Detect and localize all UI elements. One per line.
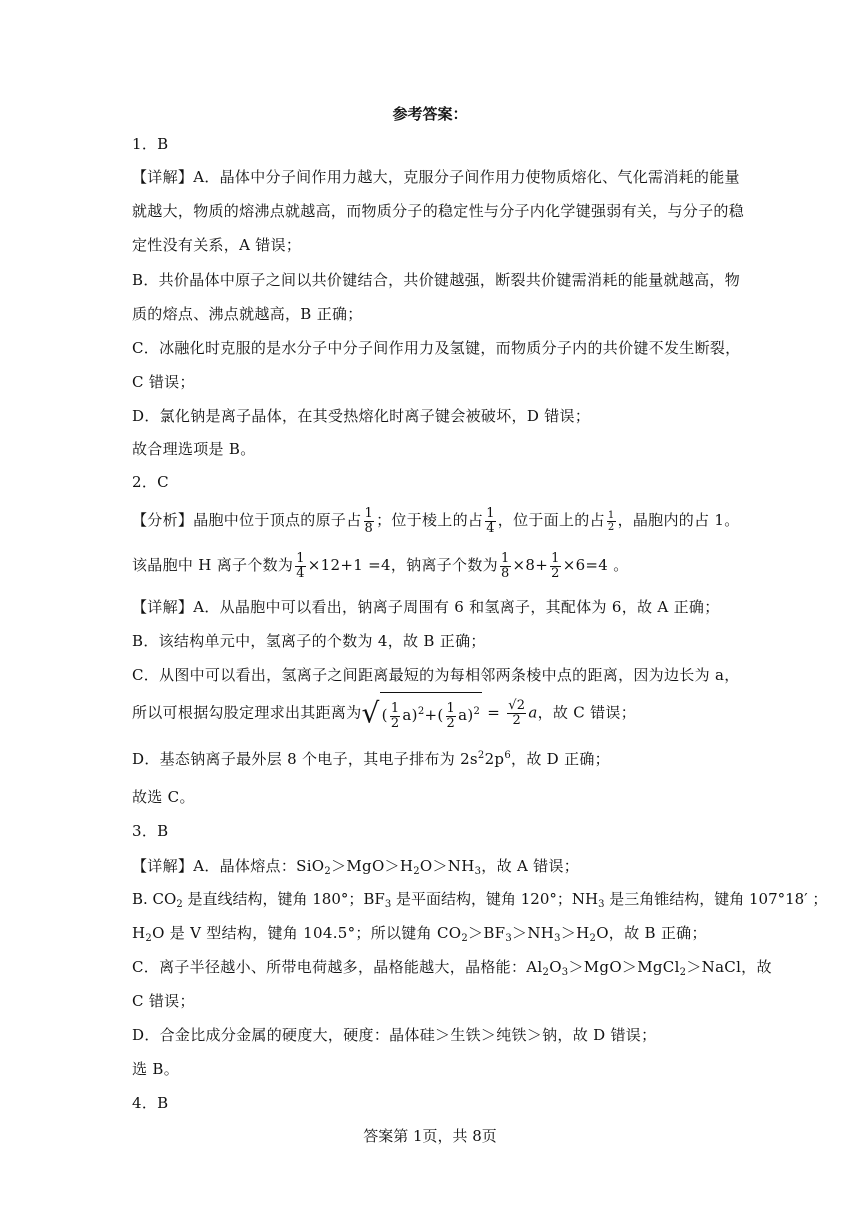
text: ＞MgO＞MgCl [568,958,680,976]
subscript: 3 [474,866,482,877]
q1-line-3: 定性没有关系，A 错误； [132,236,302,254]
q3-detail-b-line-1 [132,889,827,909]
q1-line-6: C．冰融化时克服的是水分子中分子间作用力及氢键，而物质分子内的共价键不发生断裂， [132,339,741,357]
numerator: 1 [446,700,456,716]
question-3-answer: 3．B [132,822,169,840]
numerator: 1 [551,550,560,566]
denominator: 8 [500,565,510,581]
text: ；位于棱上的占 [376,511,484,529]
denominator: 2 [551,565,560,581]
text: ，故 A 错误； [481,857,580,875]
paren: ( [381,706,388,724]
text: ×6=4 。 [562,556,629,574]
subscript: 2 [679,967,687,978]
superscript: 2 [477,750,485,761]
q1-line-2: 就越大，物质的熔沸点就越高，而物质分子的稳定性与分子内化学键强弱有关，与分子的稳 [132,202,745,220]
fraction-1-8 [364,507,375,536]
fraction-1-4 [485,507,496,536]
fraction-1-2 [390,702,401,731]
subscript: 2 [413,866,420,877]
numerator: 1 [500,550,510,566]
text: +( [424,706,444,724]
text: ，故 C 错误； [537,703,637,722]
q1-line-8: D．氯化钠是离子晶体，在其受热熔化时离子键会被破坏，D 错误； [132,407,591,425]
numerator: 1 [607,509,615,521]
text: 是三角锥结构，键角 107°18′ ； [604,890,828,908]
text: O [549,958,562,976]
subscript: 2 [145,933,153,944]
text: ＞NaCl，故 [686,958,772,976]
q3-detail-c-line-1 [132,957,772,977]
text: 所以可根据勾股定理求出其距离为 [132,703,362,722]
text: ×12+1 =4，钠离子个数为 [307,556,498,574]
subscript: 2 [589,933,597,944]
numerator: 1 [364,505,374,521]
square-root-expression [362,692,483,735]
text: O，故 B 正确； [596,924,707,942]
text: 是直线结构，键角 180°；BF [182,890,385,908]
fraction-1-2 [607,510,616,533]
text: 该晶胞中 H 离子个数为 [132,556,294,574]
q3-detail-b-line-2 [132,923,707,943]
q2-detail-c: C．从图中可以看出，氢离子之间距离最短的为每相邻两条棱中点的距离，因为边长为 a， [132,666,740,684]
subscript: 2 [461,933,469,944]
denominator: 4 [486,520,495,536]
superscript: 6 [504,750,512,761]
q2-conclusion: 故选 C。 [132,788,195,806]
question-4-answer: 4．B [132,1094,169,1112]
q2-detail-a: 【详解】A．从晶胞中可以看出，钠离子周围有 6 和氢离子，其配体为 6，故 A 正确； [132,598,720,616]
text: C．离子半径越小、所带电荷越多，晶格能越大，晶格能：Al [132,958,543,976]
denominator: 4 [296,565,305,581]
denominator: 2 [446,715,456,731]
text: 【分析】晶胞中位于顶点的原子占 [132,511,362,529]
numerator: 1 [486,505,495,521]
question-1-answer: 1．B [132,135,169,153]
subscript: 3 [384,899,392,910]
q2-distance-formula-line [132,692,636,735]
text: 2p [484,750,505,768]
q1-line-5: 质的熔点、沸点就越高，B 正确； [132,305,363,323]
text: = [482,703,506,722]
subscript: 3 [554,933,561,944]
fraction-1-2 [550,552,561,581]
text: ，位于面上的占 [497,511,605,529]
q2-detail-b: B．该结构单元中，氢离子的个数为 4，故 B 正确； [132,632,486,650]
numerator: 1 [296,550,305,566]
text: ＞H [560,924,590,942]
denominator: 8 [364,520,374,536]
text: B. CO [132,890,177,908]
subscript: 2 [176,899,183,910]
denominator: 2 [390,715,400,731]
denominator: 2 [512,713,522,728]
q1-line-9: 故合理选项是 B。 [132,440,256,458]
text: a) [458,706,474,724]
text: ，故 D 正确； [511,750,610,768]
q2-analysis-line-2 [132,546,629,584]
q1-line-7: C 错误； [132,373,195,391]
text: O＞NH [419,857,475,875]
q3-conclusion: 选 B。 [132,1060,179,1078]
q2-detail-d [132,749,610,769]
fraction-1-2 [446,702,457,731]
text: ＞BF [468,924,506,942]
numerator: 1 [390,700,400,716]
subscript: 3 [505,933,513,944]
q3-detail-a [132,856,579,876]
subscript: 3 [598,899,605,910]
text: ＞MgO＞H [331,857,414,875]
text: ，晶胞内的占 1。 [617,511,740,529]
q3-detail-d: D．合金比成分金属的硬度大，硬度：晶体硅＞生铁＞纯铁＞钠，故 D 错误； [132,1026,657,1044]
radicand [380,692,483,735]
text: D．基态钠离子最外层 8 个电子，其电子排布为 2s [132,750,478,768]
text: ×8+ [512,556,549,574]
page-title: 参考答案： [392,105,468,123]
text: 是平面结构，键角 120°；NH [391,890,599,908]
numerator: √2 [508,698,526,713]
exponent: 2 [417,706,425,717]
fraction-1-4 [295,552,306,581]
fraction-1-8 [500,552,511,581]
subscript: 2 [324,866,332,877]
text: O 是 V 型结构，键角 104.5°；所以键角 CO [152,924,462,942]
subscript: 3 [561,967,569,978]
q1-line-4: B．共价晶体中原子之间以共价键结合，共价键越强，断裂共价键需消耗的能量就越高，物 [132,271,741,289]
denominator: 2 [607,521,615,533]
text: a) [402,706,418,724]
text: H [132,924,146,942]
variable: a [528,703,538,722]
radical-sign-icon: √ [361,696,380,730]
q2-analysis-line-1 [132,501,740,539]
page-footer: 答案第 1页，共 8页 [363,1127,497,1145]
q1-line-1: 【详解】A．晶体中分子间作用力越大，克服分子间作用力使物质熔化、气化需消耗的能量 [132,168,740,186]
q3-detail-c-line-2: C 错误； [132,992,195,1010]
subscript: 2 [542,967,550,978]
text: 【详解】A．晶体熔点：SiO [132,857,325,875]
exponent: 2 [473,706,481,717]
question-2-answer: 2．C [132,473,169,491]
fraction-sqrt2-2 [507,699,526,728]
text: ＞NH [512,924,555,942]
